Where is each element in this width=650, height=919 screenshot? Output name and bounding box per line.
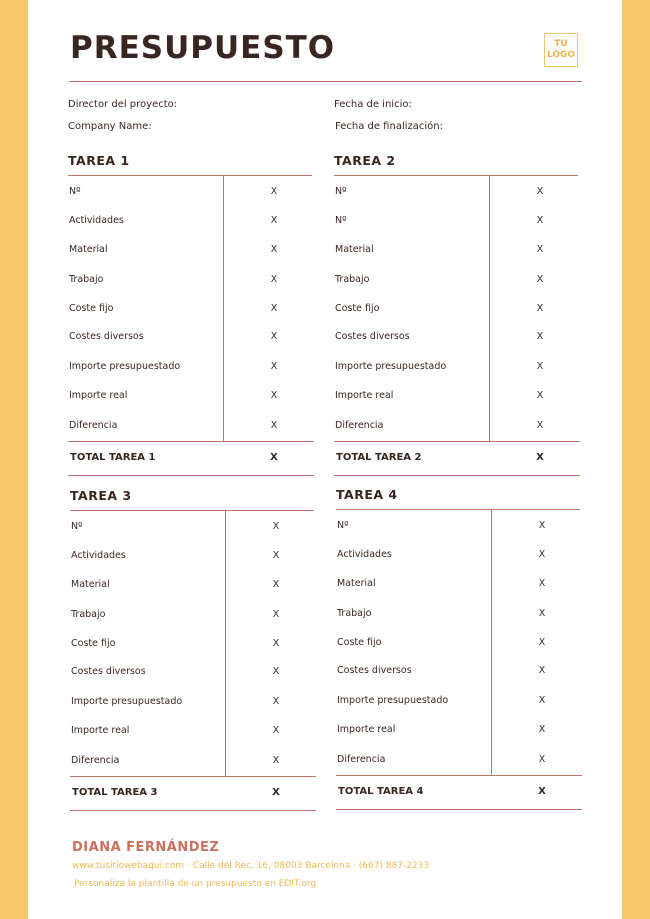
page-title: PRESUPUESTO: [70, 30, 336, 66]
row-value: X: [272, 609, 280, 620]
logo: [544, 33, 578, 67]
table-row: [70, 696, 316, 712]
row-label: Diferencia: [337, 754, 386, 765]
table-bottom-rule: [68, 441, 314, 442]
table-end-rule: [334, 475, 580, 476]
row-label: Importe presupuestado: [71, 696, 183, 707]
logo-line-2: LOGO: [546, 50, 576, 60]
table-row: [68, 215, 314, 231]
row-value: X: [538, 608, 546, 619]
row-label: Trabajo: [69, 274, 104, 285]
row-value: X: [538, 520, 546, 531]
table-row: [68, 331, 314, 347]
table-row: [70, 725, 316, 741]
row-value: X: [538, 665, 546, 676]
table-row: [334, 215, 580, 231]
table-end-rule: [70, 810, 316, 811]
table-row: [334, 274, 580, 290]
row-value: X: [272, 725, 280, 736]
table-bottom-rule: [336, 775, 582, 776]
row-label: Actividades: [337, 549, 392, 560]
table-row: [68, 186, 314, 202]
task-heading: TAREA 2: [334, 153, 396, 168]
row-label: Coste fijo: [71, 638, 116, 649]
row-label: Nº: [69, 186, 81, 197]
table-row: [68, 420, 314, 436]
row-label: Importe presupuestado: [69, 361, 181, 372]
row-label: Diferencia: [71, 755, 120, 766]
end-date-label: Fecha de finalización:: [335, 121, 443, 132]
row-label: Trabajo: [337, 608, 372, 619]
row-label: Importe real: [337, 724, 396, 735]
row-label: Trabajo: [335, 274, 370, 285]
row-value: X: [272, 666, 280, 677]
row-value: X: [538, 549, 546, 560]
row-value: X: [270, 215, 278, 226]
table-row: [68, 244, 314, 260]
table-row: [336, 665, 582, 681]
row-value: X: [272, 755, 280, 766]
total-value: X: [538, 786, 546, 797]
row-label: Costes diversos: [337, 665, 412, 676]
row-value: X: [538, 754, 546, 765]
table-row: [334, 420, 580, 436]
table-row: [334, 186, 580, 202]
table-row: [68, 303, 314, 319]
table-row: [70, 609, 316, 625]
row-label: Coste fijo: [335, 303, 380, 314]
table-row: [70, 666, 316, 682]
row-label: Importe presupuestado: [335, 361, 447, 372]
table-row: [70, 521, 316, 537]
company-label: Company Name:: [68, 121, 152, 132]
row-label: Nº: [335, 186, 347, 197]
total-value: X: [270, 452, 278, 463]
task-heading: TAREA 3: [70, 488, 132, 503]
row-value: X: [536, 303, 544, 314]
total-value: X: [536, 452, 544, 463]
row-value: X: [270, 420, 278, 431]
row-label: Importe real: [335, 390, 394, 401]
row-value: X: [536, 244, 544, 255]
table-bottom-rule: [334, 441, 580, 442]
row-value: X: [270, 244, 278, 255]
row-value: X: [536, 331, 544, 342]
row-label: Importe real: [71, 725, 130, 736]
row-label: Nº: [71, 521, 83, 532]
table-row: [334, 331, 580, 347]
task-heading: TAREA 1: [68, 153, 130, 168]
table-top-rule: [70, 510, 314, 511]
total-label: TOTAL TAREA 1: [70, 452, 156, 463]
budget-page: [28, 0, 622, 919]
row-label: Trabajo: [71, 609, 106, 620]
total-label: TOTAL TAREA 2: [336, 452, 422, 463]
row-value: X: [270, 331, 278, 342]
row-label: Diferencia: [335, 420, 384, 431]
row-value: X: [536, 215, 544, 226]
table-end-rule: [336, 809, 582, 810]
table-row: [336, 608, 582, 624]
table-top-rule: [334, 175, 578, 176]
row-value: X: [536, 274, 544, 285]
row-label: Material: [71, 579, 110, 590]
row-value: X: [538, 578, 546, 589]
row-value: X: [270, 303, 278, 314]
table-bottom-rule: [70, 776, 316, 777]
row-value: X: [536, 186, 544, 197]
row-label: Material: [335, 244, 374, 255]
start-date-label: Fecha de inicio:: [334, 99, 412, 110]
header-divider: [69, 81, 582, 82]
table-row: [334, 361, 580, 377]
row-label: Nº: [335, 215, 347, 226]
footer-name: DIANA FERNÁNDEZ: [72, 840, 220, 855]
row-value: X: [272, 550, 280, 561]
row-value: X: [538, 695, 546, 706]
row-label: Nº: [337, 520, 349, 531]
row-value: X: [272, 521, 280, 532]
row-label: Material: [69, 244, 108, 255]
task-heading: TAREA 4: [336, 487, 398, 502]
row-value: X: [270, 361, 278, 372]
table-end-rule: [68, 475, 314, 476]
row-value: X: [270, 390, 278, 401]
row-value: X: [536, 361, 544, 372]
row-label: Diferencia: [69, 420, 118, 431]
row-value: X: [270, 274, 278, 285]
table-row: [70, 638, 316, 654]
table-row: [336, 754, 582, 770]
row-label: Coste fijo: [69, 303, 114, 314]
row-label: Costes diversos: [69, 331, 144, 342]
table-row: [334, 244, 580, 260]
table-row: [336, 637, 582, 653]
row-value: X: [536, 390, 544, 401]
row-value: X: [538, 637, 546, 648]
table-row: [336, 520, 582, 536]
table-row: [68, 390, 314, 406]
row-label: Actividades: [69, 215, 124, 226]
row-label: Costes diversos: [335, 331, 410, 342]
footer-note: Personaliza la plantilla de un presupuesto en EDIT.org: [74, 879, 317, 889]
row-value: X: [272, 579, 280, 590]
row-label: Actividades: [71, 550, 126, 561]
table-row: [336, 578, 582, 594]
row-value: X: [536, 420, 544, 431]
table-row: [68, 361, 314, 377]
row-label: Coste fijo: [337, 637, 382, 648]
row-value: X: [272, 696, 280, 707]
table-row: [336, 549, 582, 565]
table-top-rule: [68, 175, 312, 176]
table-row: [336, 724, 582, 740]
table-row: [68, 274, 314, 290]
table-row: [70, 550, 316, 566]
total-label: TOTAL TAREA 3: [72, 787, 158, 798]
table-row: [70, 755, 316, 771]
table-row: [336, 695, 582, 711]
row-label: Costes diversos: [71, 666, 146, 677]
table-row: [70, 579, 316, 595]
row-value: X: [272, 638, 280, 649]
row-label: Material: [337, 578, 376, 589]
row-label: Importe presupuestado: [337, 695, 449, 706]
row-value: X: [270, 186, 278, 197]
footer-contact: www.tusitiowebaqui.com · Calle del Rec, 16, 08003 Barcelona · (667) 887-2233: [72, 861, 430, 871]
logo-line-1: TU: [554, 39, 568, 49]
total-value: X: [272, 787, 280, 798]
director-label: Director del proyecto:: [68, 99, 178, 110]
total-label: TOTAL TAREA 4: [338, 786, 424, 797]
row-value: X: [538, 724, 546, 735]
row-label: Importe real: [69, 390, 128, 401]
table-row: [334, 303, 580, 319]
table-row: [334, 390, 580, 406]
table-top-rule: [336, 509, 580, 510]
